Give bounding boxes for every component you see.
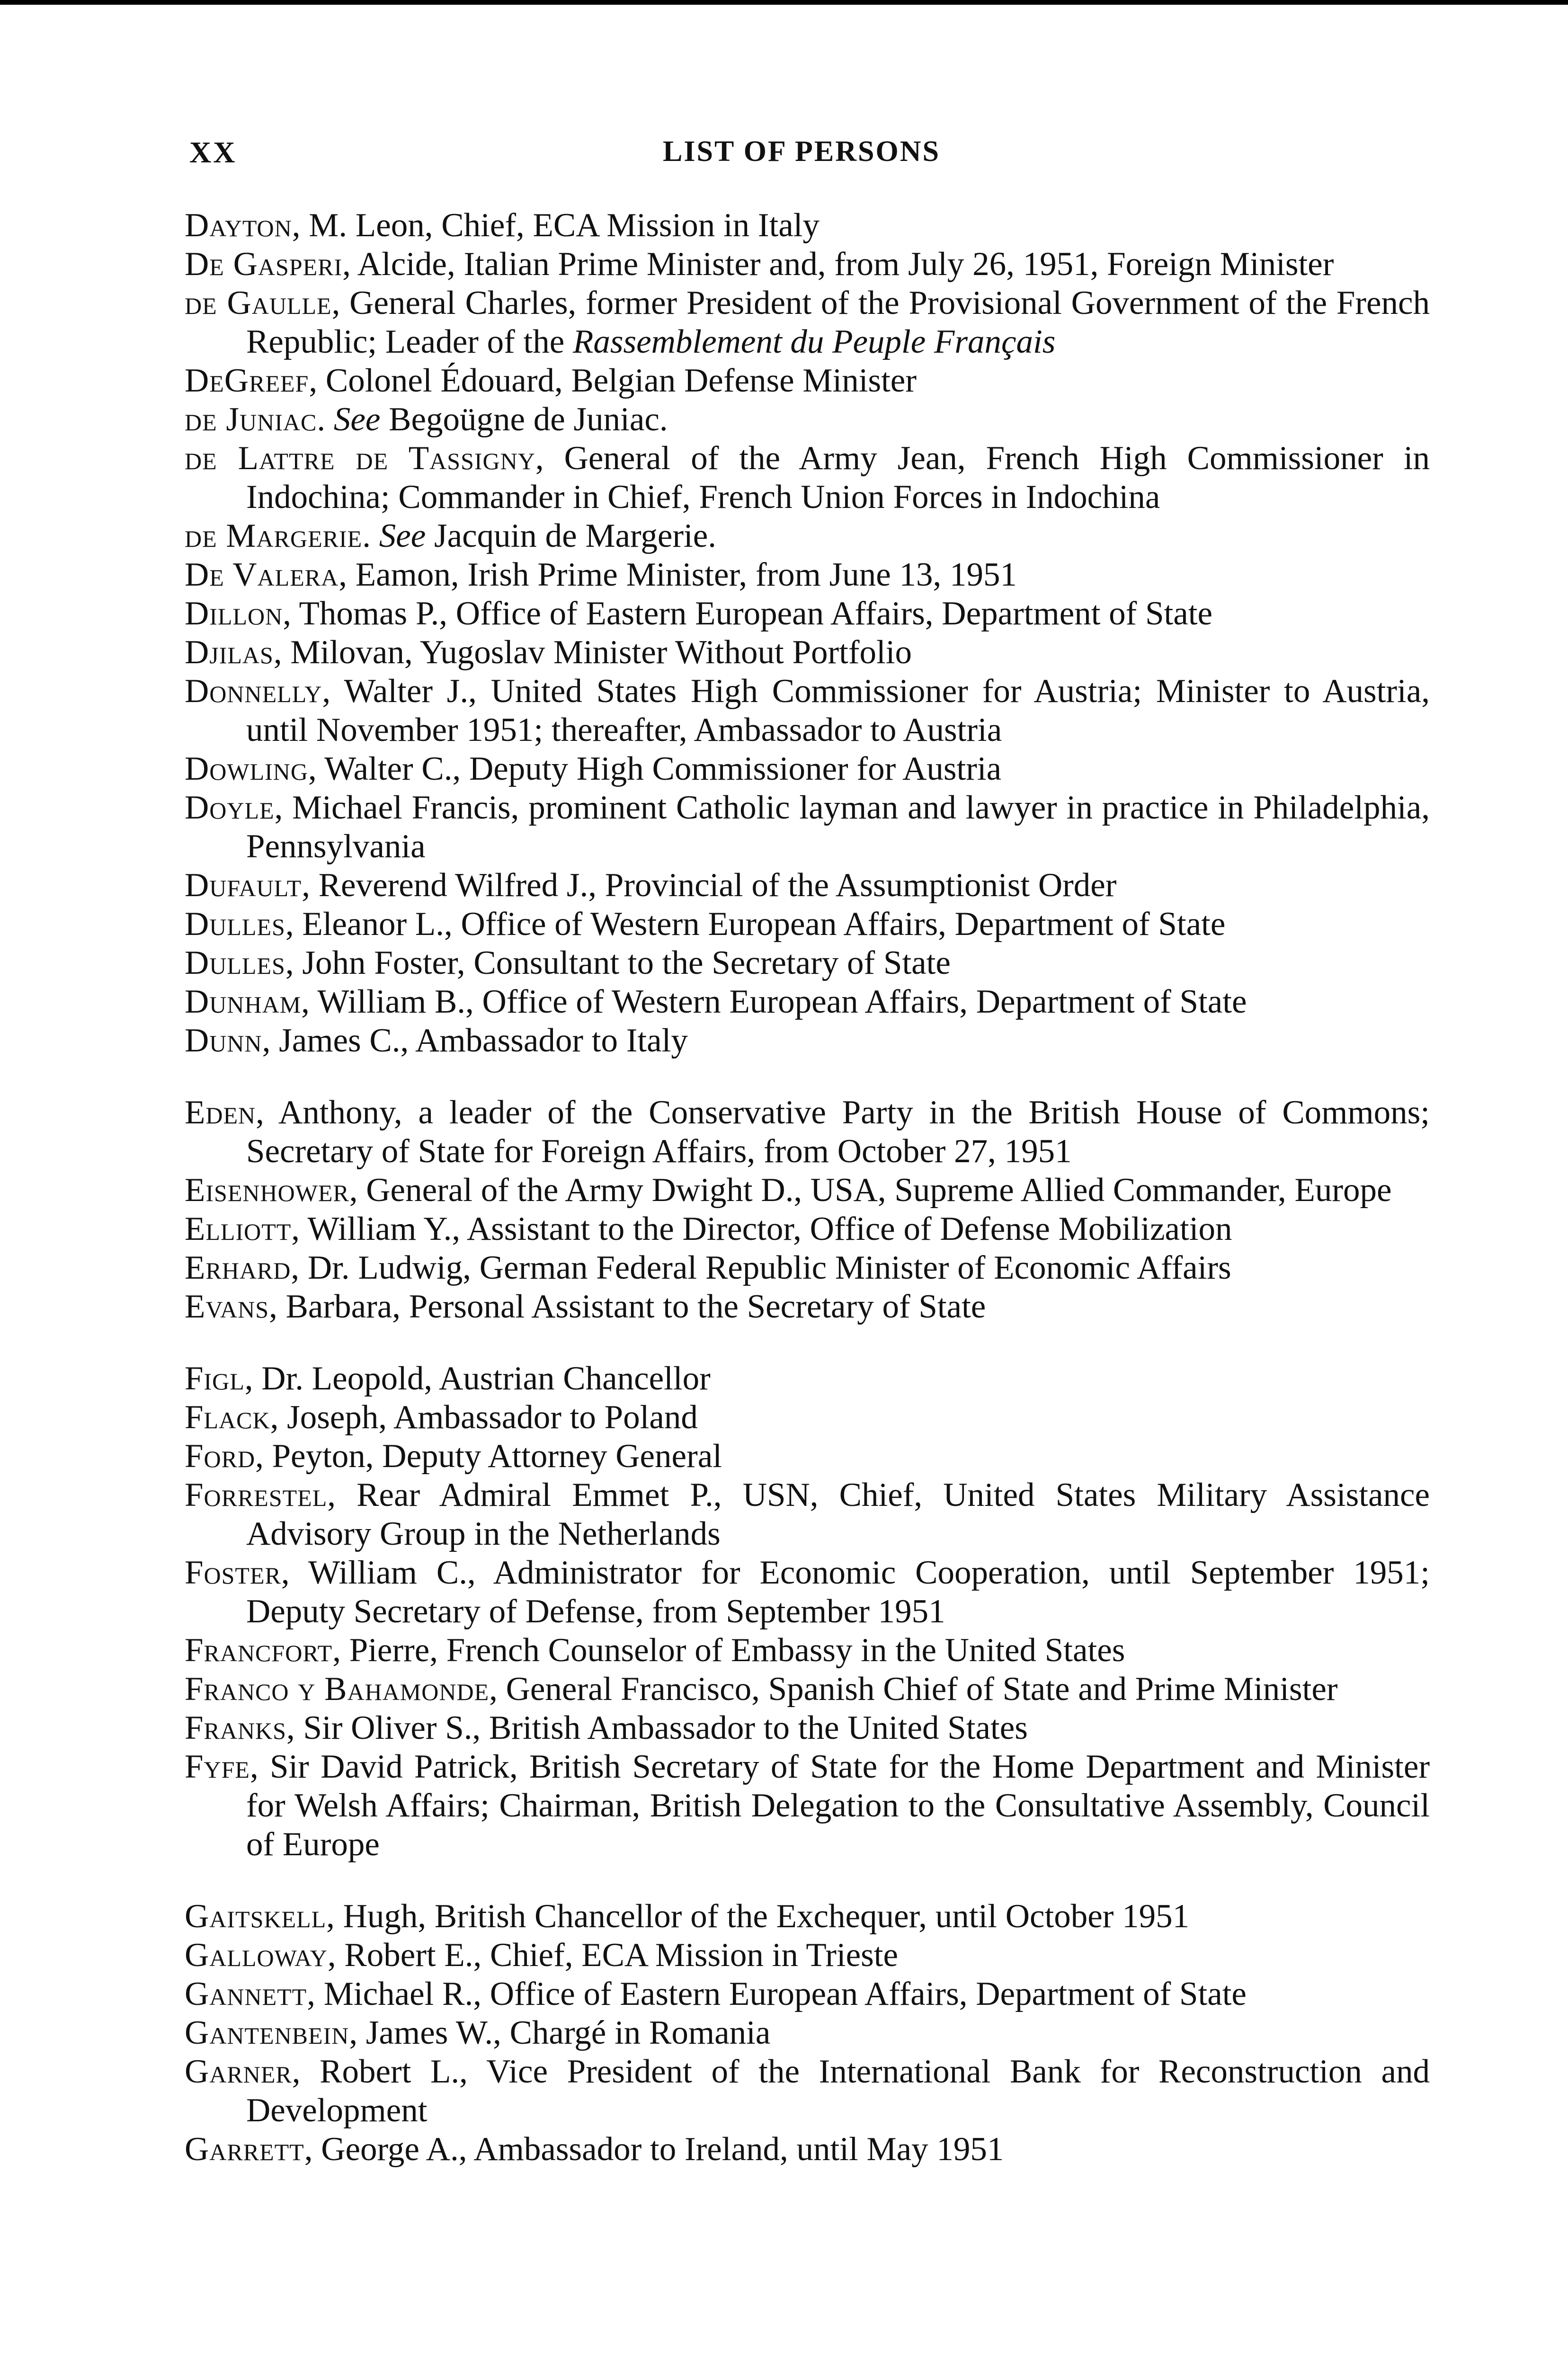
person-description: , Eamon, Irish Prime Minister, from June 13, 1951 bbox=[339, 556, 1017, 593]
persons-list bbox=[185, 206, 1430, 2169]
person-entry bbox=[185, 788, 1430, 866]
person-entry bbox=[185, 982, 1430, 1021]
person-description: , Reverend Wilfred J., Provincial of the Assumptionist Order bbox=[302, 867, 1117, 904]
letter-group bbox=[185, 1093, 1430, 1326]
person-name: Dufault bbox=[185, 867, 302, 904]
person-description: , Robert L., Vice President of the International Bank for Reconstruction and Development bbox=[246, 2053, 1430, 2129]
top-border-rule bbox=[0, 0, 1568, 5]
person-entry bbox=[185, 1210, 1430, 1248]
person-name: Francfort bbox=[185, 1632, 333, 1669]
italic-text: See bbox=[379, 517, 426, 554]
person-name: Foster bbox=[185, 1554, 281, 1591]
italic-text: See bbox=[333, 401, 381, 438]
person-description: , Eleanor L., Office of Western European Affairs, Department of State bbox=[285, 906, 1226, 943]
person-name: Gaitskell bbox=[185, 1898, 327, 1935]
person-description: , Milovan, Yugoslav Minister Without Portfolio bbox=[273, 634, 912, 671]
person-entry bbox=[185, 245, 1430, 284]
person-description: , Colonel Édouard, Belgian Defense Minister bbox=[309, 362, 917, 399]
person-description: , General Francisco, Spanish Chief of State and Prime Minister bbox=[489, 1671, 1338, 1708]
person-description: , William B., Office of Western European Affairs, Department of State bbox=[301, 983, 1247, 1020]
person-entry bbox=[185, 672, 1430, 749]
person-name: Franks bbox=[185, 1709, 286, 1746]
person-name: Flack bbox=[185, 1399, 270, 1436]
person-name: Djilas bbox=[185, 634, 274, 671]
person-entry bbox=[185, 1709, 1430, 1747]
person-entry bbox=[185, 2013, 1430, 2052]
person-entry bbox=[185, 2130, 1430, 2169]
person-description-cont: Jacquin de Margerie. bbox=[426, 517, 717, 554]
person-name: Gannett bbox=[185, 1975, 307, 2012]
person-entry bbox=[185, 943, 1430, 982]
person-name: de Gaulle bbox=[185, 285, 332, 321]
person-name: Dayton bbox=[185, 207, 292, 244]
person-description: , William C., Administrator for Economic Cooperation, until September 1951; Deputy Secretary of Defense, from September 1951 bbox=[246, 1554, 1430, 1630]
person-description: , Pierre, French Counselor of Embassy in the United States bbox=[332, 1632, 1125, 1669]
person-name: Dunn bbox=[185, 1022, 262, 1059]
person-name: Franco y Bahamonde bbox=[185, 1671, 490, 1708]
person-name: de Margerie bbox=[185, 517, 363, 554]
person-name: Eden bbox=[185, 1094, 256, 1131]
person-description: , John Foster, Consultant to the Secretary of State bbox=[285, 944, 951, 981]
person-entry bbox=[185, 555, 1430, 594]
person-name: Elliott bbox=[185, 1210, 292, 1247]
person-description: , William Y., Assistant to the Director, Office of Defense Mobilization bbox=[291, 1210, 1232, 1247]
italic-text: Rassemblement du Peuple Français bbox=[573, 323, 1056, 360]
person-entry bbox=[185, 1670, 1430, 1709]
person-description: , Dr. Leopold, Austrian Chancellor bbox=[244, 1360, 711, 1397]
person-entry bbox=[185, 1398, 1430, 1437]
person-entry bbox=[185, 1631, 1430, 1670]
person-description: , Peyton, Deputy Attorney General bbox=[255, 1438, 722, 1475]
person-entry bbox=[185, 1171, 1430, 1210]
person-description: , Dr. Ludwig, German Federal Republic Minister of Economic Affairs bbox=[291, 1249, 1231, 1286]
person-description: , Thomas P., Office of Eastern European Affairs, Department of State bbox=[283, 595, 1213, 632]
person-description: , M. Leon, Chief, ECA Mission in Italy bbox=[292, 207, 820, 244]
person-name: Gantenbein bbox=[185, 2014, 349, 2051]
person-entry bbox=[185, 1936, 1430, 1975]
person-name: Ford bbox=[185, 1438, 256, 1475]
person-entry bbox=[185, 905, 1430, 943]
person-name: Dowling bbox=[185, 750, 308, 787]
person-name: de Lattre de Tassigny bbox=[185, 440, 535, 477]
person-name: De Gasperi bbox=[185, 246, 343, 283]
person-name: Evans bbox=[185, 1288, 269, 1325]
person-name: Forrestel bbox=[185, 1477, 328, 1513]
person-name: Dunham bbox=[185, 983, 302, 1020]
person-name: Donnelly bbox=[185, 673, 322, 710]
person-name: De Valera bbox=[185, 556, 339, 593]
person-entry bbox=[185, 1975, 1430, 2013]
letter-group bbox=[185, 1359, 1430, 1864]
letter-group bbox=[185, 206, 1430, 1060]
person-entry bbox=[185, 1553, 1430, 1631]
person-entry bbox=[185, 439, 1430, 516]
person-name: de Juniac bbox=[185, 401, 317, 438]
person-description: , Alcide, Italian Prime Minister and, from July 26, 1951, Foreign Minister bbox=[342, 246, 1334, 283]
person-entry bbox=[185, 1359, 1430, 1398]
person-entry bbox=[185, 284, 1430, 361]
person-description: , General of the Army Jean, French High Commissioner in Indochina; Commander in Chief, French Union Forces in Indochina bbox=[246, 440, 1430, 516]
person-description: , Rear Admiral Emmet P., USN, Chief, United States Military Assistance Advisory Group in the Netherlands bbox=[246, 1477, 1430, 1552]
person-name: Figl bbox=[185, 1360, 245, 1397]
running-head bbox=[189, 135, 1430, 173]
person-entry bbox=[185, 749, 1430, 788]
person-description: , Walter J., United States High Commissioner for Austria; Minister to Austria, until November 1951; thereafter, Ambassador to Austria bbox=[246, 673, 1430, 748]
person-entry bbox=[185, 1476, 1430, 1553]
person-description: , Walter C., Deputy High Commissioner for Austria bbox=[308, 750, 1002, 787]
person-description: , James W., Chargé in Romania bbox=[349, 2014, 771, 2051]
person-name: Garrett bbox=[185, 2131, 304, 2168]
person-description: , Sir Oliver S., British Ambassador to the United States bbox=[286, 1709, 1028, 1746]
person-description: , Anthony, a leader of the Conservative Party in the British House of Commons; Secretary of State for Foreign Affairs, from October 27, 1951 bbox=[246, 1094, 1430, 1170]
person-name: Garner bbox=[185, 2053, 292, 2090]
person-description: , Sir David Patrick, British Secretary of State for the Home Department and Minister for Welsh Affairs; Chairman, British Delegation to the Consultative Assembly, Council of Europe bbox=[246, 1748, 1430, 1863]
person-description-cont: Begoügne de Juniac. bbox=[380, 401, 668, 438]
person-name: Eisenhower bbox=[185, 1172, 349, 1209]
person-description: , Joseph, Ambassador to Poland bbox=[270, 1399, 698, 1436]
person-name: Galloway bbox=[185, 1937, 328, 1974]
letter-group bbox=[185, 1897, 1430, 2169]
person-description: , George A., Ambassador to Ireland, until May 1951 bbox=[304, 2131, 1004, 2168]
person-entry bbox=[185, 1093, 1430, 1171]
person-description: . bbox=[317, 401, 334, 438]
person-name: Erhard bbox=[185, 1249, 291, 1286]
person-name: Doyle bbox=[185, 789, 275, 826]
person-description: , Hugh, British Chancellor of the Exchequer, until October 1951 bbox=[326, 1898, 1190, 1935]
person-name: Dillon bbox=[185, 595, 283, 632]
person-entry bbox=[185, 2052, 1430, 2130]
person-description: . bbox=[362, 517, 379, 554]
person-entry bbox=[185, 206, 1430, 245]
person-entry bbox=[185, 866, 1430, 905]
page-number: XX bbox=[189, 135, 237, 169]
person-description: , James C., Ambassador to Italy bbox=[262, 1022, 688, 1059]
person-entry bbox=[185, 1897, 1430, 1936]
person-entry bbox=[185, 1248, 1430, 1287]
person-description: , Robert E., Chief, ECA Mission in Trieste bbox=[327, 1937, 898, 1974]
person-name: Dulles bbox=[185, 906, 285, 943]
person-description: , General of the Army Dwight D., USA, Supreme Allied Commander, Europe bbox=[349, 1172, 1392, 1209]
person-entry bbox=[185, 400, 1430, 439]
person-name: DeGreef bbox=[185, 362, 309, 399]
page-title: LIST OF PERSONS bbox=[663, 135, 940, 168]
person-entry bbox=[185, 633, 1430, 672]
person-entry bbox=[185, 1287, 1430, 1326]
person-name: Fyfe bbox=[185, 1748, 250, 1785]
person-description: , Barbara, Personal Assistant to the Secretary of State bbox=[269, 1288, 986, 1325]
person-description: , Michael R., Office of Eastern European Affairs, Department of State bbox=[307, 1975, 1247, 2012]
person-entry bbox=[185, 1437, 1430, 1476]
person-name: Dulles bbox=[185, 944, 285, 981]
person-entry bbox=[185, 1021, 1430, 1060]
person-entry bbox=[185, 516, 1430, 555]
person-description: , Michael Francis, prominent Catholic layman and lawyer in practice in Philadelphia, Pennsylvania bbox=[246, 789, 1430, 865]
person-description: , General Charles, former President of the Provisional Government of the French Republic; Leader of the bbox=[246, 285, 1430, 360]
person-entry bbox=[185, 361, 1430, 400]
person-entry bbox=[185, 1747, 1430, 1864]
person-entry bbox=[185, 594, 1430, 633]
